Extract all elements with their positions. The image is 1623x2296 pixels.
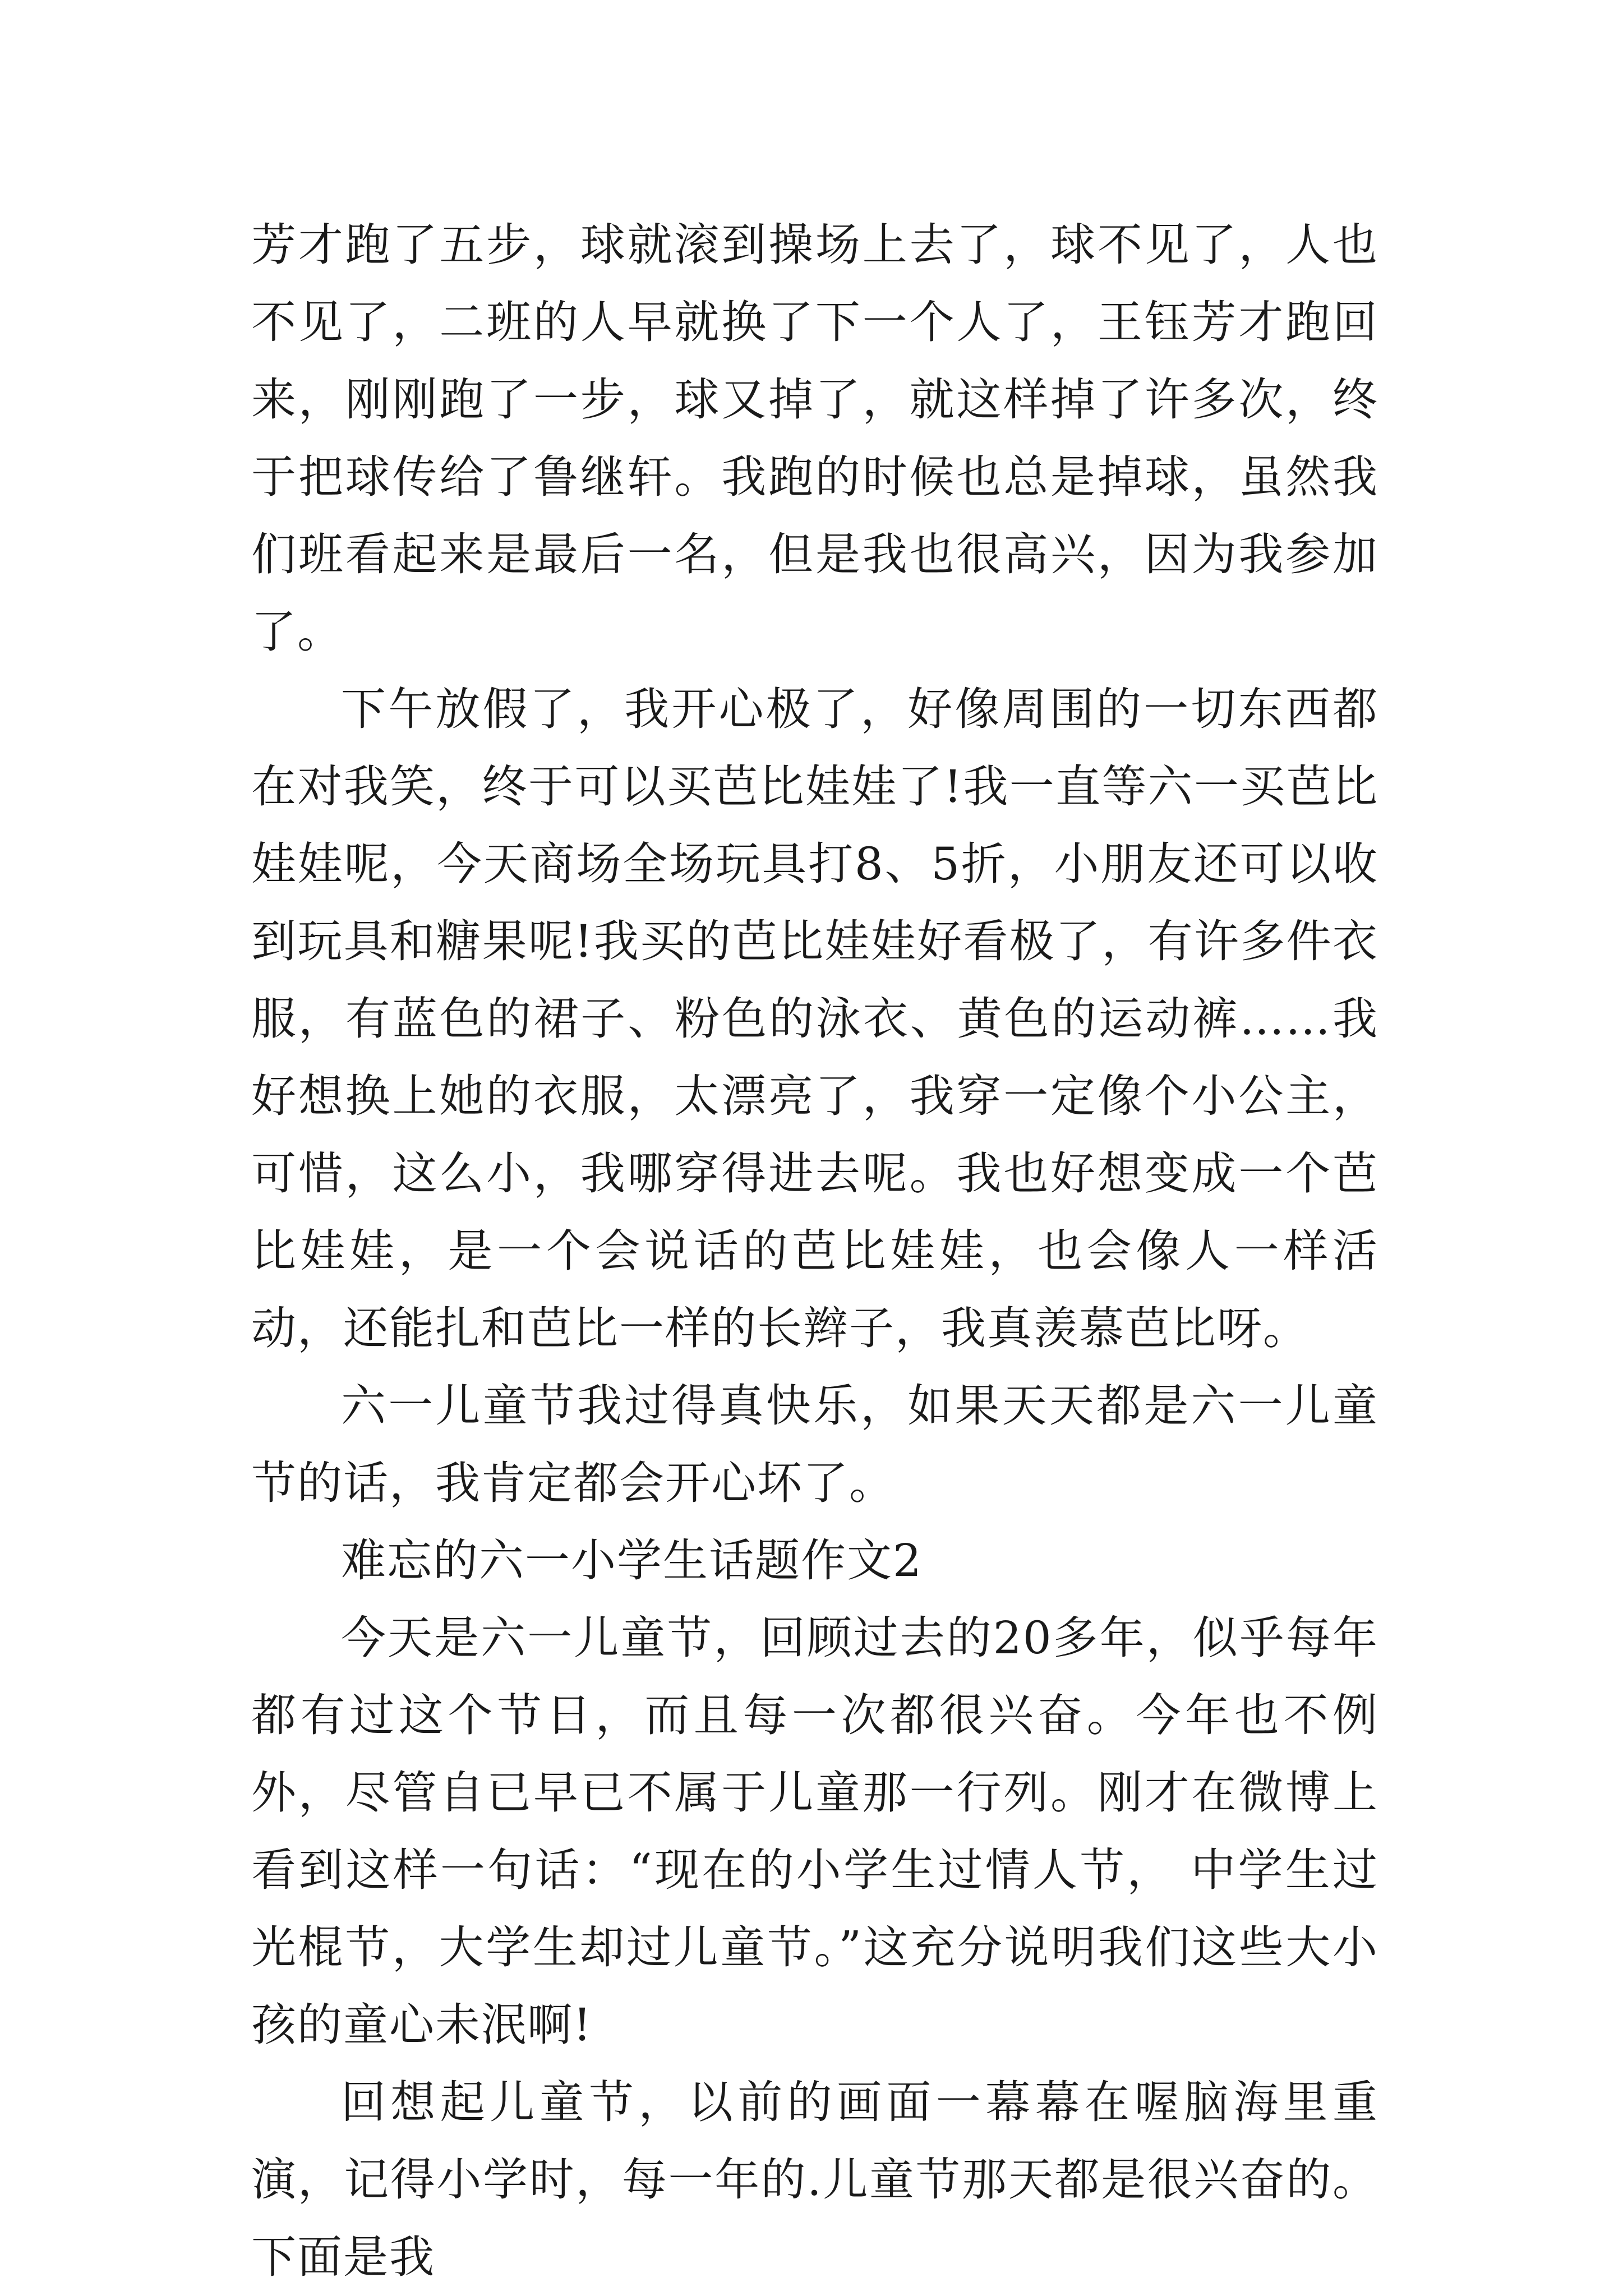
paragraph: 今天是六一儿童节，回顾过去的20多年，似乎每年都有过这个节日，而且每一次都很兴奋。今年也不例外，尽管自已早已不属于儿童那一行列。刚才在微博上看到这样一句话：“现在的小学生过情人节， 中学生过光棍节，大学生却过儿童节。”这充分说明我们这些大小孩的童心未泯啊! [251, 1612, 1378, 2051]
document-body [251, 206, 1378, 2296]
paragraph: 回想起儿童节，以前的画面一幕幕在喔脑海里重演，记得小学时，每一年的.儿童节那天都是很兴奋的。下面是我 [251, 2076, 1378, 2283]
paragraph: 六一儿童节我过得真快乐，如果天天都是六一儿童节的话，我肯定都会开心坏了。 [251, 1380, 1378, 1509]
paragraph: 芳才跑了五步，球就滚到操场上去了，球不见了，人也不见了，二班的人早就换了下一个人了，王钰芳才跑回来，刚刚跑了一步，球又掉了，就这样掉了许多次，终于把球传给了鲁继轩。我跑的时候也总是掉球，虽然我们班看起来是最后一名，但是我也很高兴，因为我参加了。 [251, 219, 1378, 658]
section-heading: 难忘的六一小学生话题作文2 [341, 1534, 923, 1587]
paragraph: 下午放假了，我开心极了，好像周围的一切东西都在对我笑，终于可以买芭比娃娃了!我一直等六一买芭比娃娃呢，今天商场全场玩具打8、5折，小朋友还可以收到玩具和糖果呢!我买的芭比娃娃好看极了，有许多件衣服，有蓝色的裙子、粉色的泳衣、黄色的运动裤……我好想换上她的衣服，太漂亮了，我穿一定像个小公主，可惜，这么小，我哪穿得进去呢。我也好想变成一个芭比娃娃，是一个会说话的芭比娃娃，也会像人一样活动，还能扎和芭比一样的长辫子，我真羡慕芭比呀。 [251, 683, 1378, 1354]
